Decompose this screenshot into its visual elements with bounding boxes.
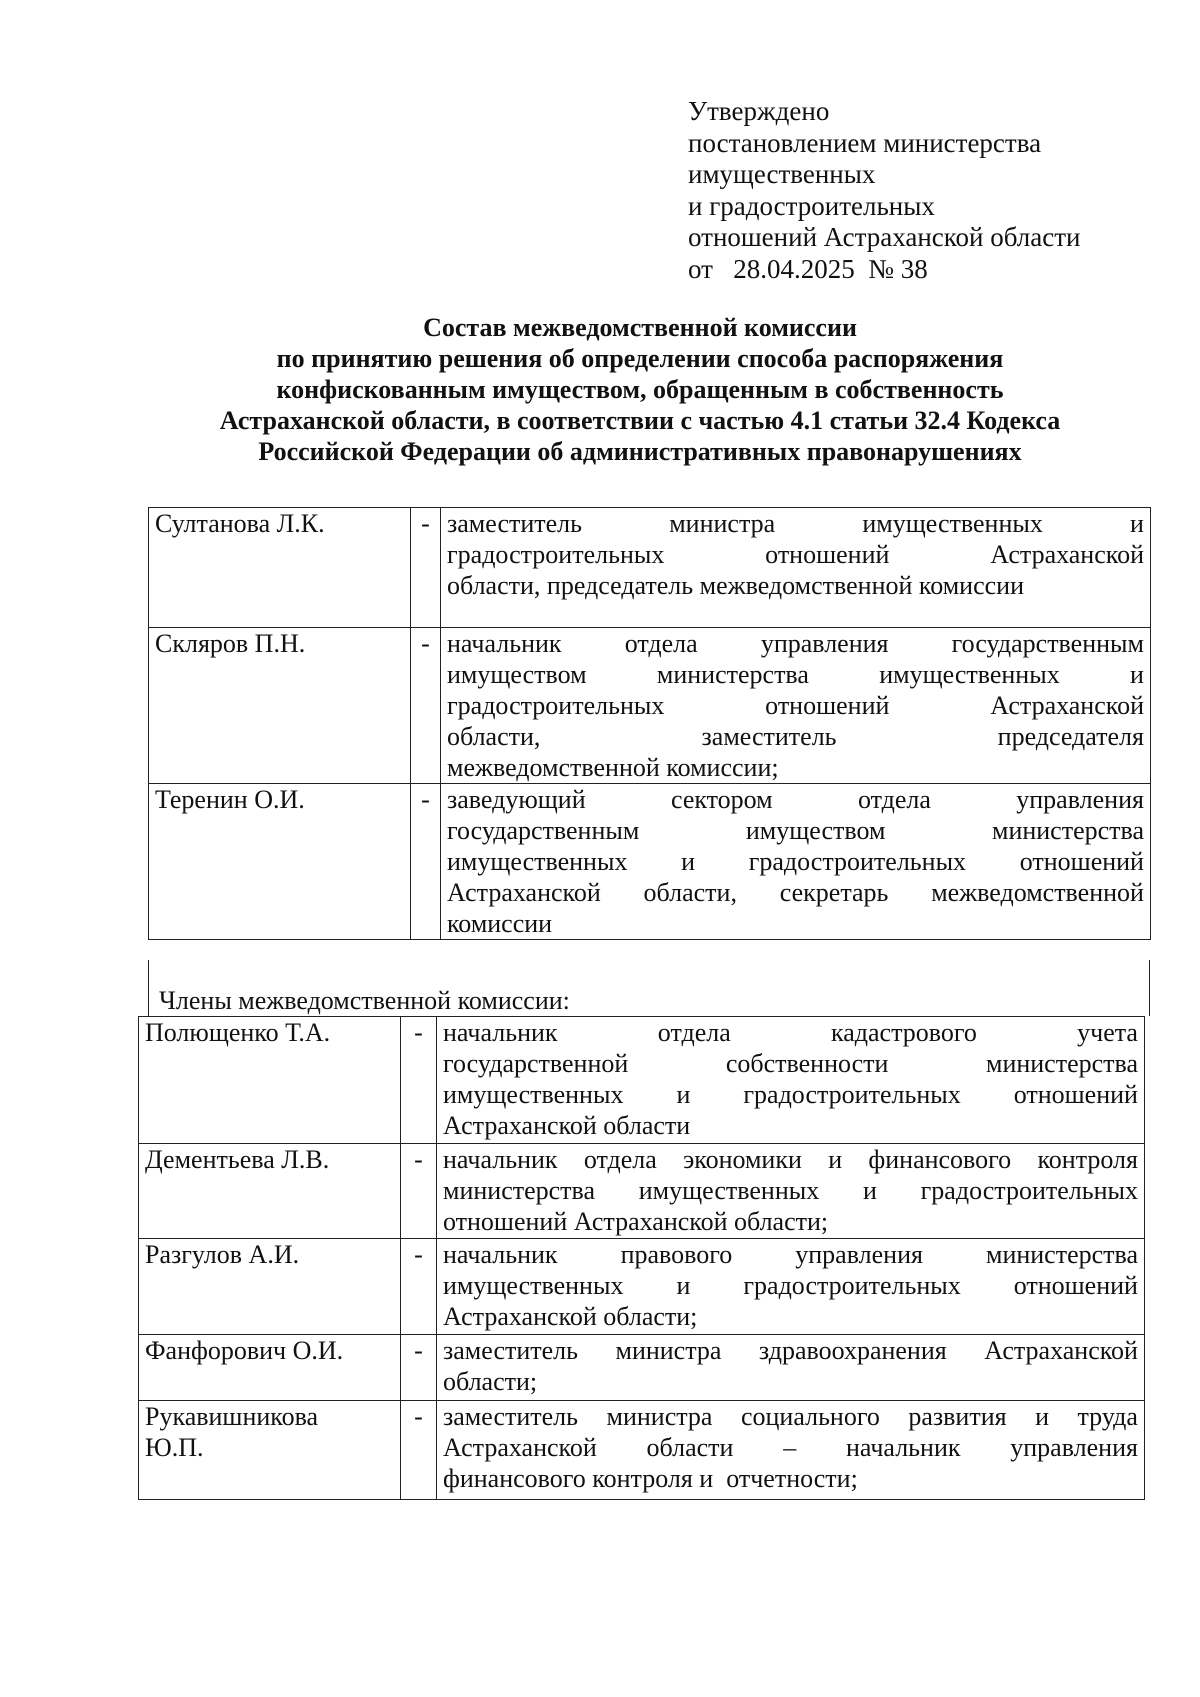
word: области, bbox=[447, 722, 541, 751]
word: и bbox=[676, 1080, 691, 1109]
word: управления bbox=[1016, 785, 1144, 814]
word: заведующий bbox=[447, 785, 586, 814]
role-line bbox=[447, 877, 1144, 908]
role-line bbox=[443, 1048, 1138, 1079]
role-line: отношений Астраханской области; bbox=[443, 1207, 829, 1236]
word: управления bbox=[760, 629, 889, 658]
role-line bbox=[447, 659, 1144, 690]
member-name: Скляров П.Н. bbox=[149, 628, 411, 784]
word: министерства bbox=[991, 816, 1144, 845]
role-line bbox=[447, 815, 1144, 846]
member-name: Разгулов А.И. bbox=[139, 1239, 401, 1335]
word: отношений bbox=[765, 691, 890, 720]
role-line: Астраханской области bbox=[443, 1111, 691, 1140]
word: отдела bbox=[857, 785, 931, 814]
role-line bbox=[447, 508, 1144, 539]
word: и bbox=[1130, 509, 1144, 538]
role-line bbox=[443, 1017, 1138, 1048]
word: министерства bbox=[443, 1176, 596, 1205]
title-line: конфискованным имуществом, обращенным в собственность bbox=[276, 375, 1004, 404]
word: градостроительных bbox=[920, 1176, 1138, 1205]
role-line: области, председатель межведомственной комиссии bbox=[447, 571, 1025, 600]
word: и bbox=[862, 1176, 877, 1205]
word: отдела bbox=[583, 1145, 657, 1174]
word: Астраханской bbox=[443, 1433, 597, 1462]
table-row bbox=[139, 1017, 1145, 1144]
member-role bbox=[437, 1017, 1145, 1144]
word: начальник bbox=[443, 1145, 558, 1174]
word: сектором bbox=[670, 785, 773, 814]
table-row bbox=[149, 628, 1151, 784]
word: собственности bbox=[725, 1049, 889, 1078]
title-line: Российской Федерации об административных правонарушениях bbox=[258, 437, 1022, 466]
role-line bbox=[443, 1239, 1138, 1270]
dash: - bbox=[411, 508, 441, 628]
word: министра bbox=[615, 1336, 722, 1365]
word: и bbox=[1130, 660, 1144, 689]
word: градостроительных bbox=[447, 691, 665, 720]
word: начальник bbox=[845, 1433, 961, 1462]
member-name bbox=[139, 1401, 401, 1500]
word: начальник bbox=[443, 1018, 558, 1047]
table-row bbox=[139, 1239, 1145, 1335]
role-line bbox=[447, 846, 1144, 877]
member-role bbox=[441, 508, 1151, 628]
word: развития bbox=[908, 1402, 1007, 1431]
dash: - bbox=[411, 784, 441, 940]
role-line bbox=[447, 628, 1144, 659]
member-role bbox=[437, 1144, 1145, 1239]
title-line: по принятию решения об определении способа распоряжения bbox=[276, 344, 1004, 373]
word: контроля bbox=[1037, 1145, 1138, 1174]
word: председателя bbox=[997, 722, 1144, 751]
role-line bbox=[443, 1401, 1138, 1432]
dash: - bbox=[401, 1239, 437, 1335]
role-line: межведомственной комиссии; bbox=[447, 753, 779, 782]
document-title bbox=[150, 312, 1130, 467]
title-line: Состав межведомственной комиссии bbox=[423, 313, 857, 342]
word: министра bbox=[606, 1402, 713, 1431]
word: и bbox=[676, 1271, 691, 1300]
word: управления bbox=[795, 1240, 923, 1269]
table-row bbox=[139, 1401, 1145, 1500]
dash: - bbox=[401, 1144, 437, 1239]
word: труда bbox=[1077, 1402, 1138, 1431]
word: и bbox=[1035, 1402, 1049, 1431]
role-line bbox=[443, 1335, 1138, 1366]
word: имущественных bbox=[443, 1271, 624, 1300]
word: имущественных bbox=[862, 509, 1043, 538]
word: имущественных bbox=[638, 1176, 820, 1205]
word: имуществом bbox=[745, 816, 886, 845]
word: градостроительных bbox=[748, 847, 967, 876]
table-row bbox=[139, 1335, 1145, 1401]
dash: - bbox=[401, 1335, 437, 1401]
approval-date-number: от 28.04.2025 № 38 bbox=[688, 253, 928, 284]
word: отдела bbox=[624, 629, 698, 658]
word: кадастрового bbox=[831, 1018, 977, 1047]
word: учета bbox=[1077, 1018, 1138, 1047]
dash: - bbox=[411, 628, 441, 784]
word: отношений bbox=[765, 540, 890, 569]
word: заместитель bbox=[701, 722, 837, 751]
approval-line: имущественных bbox=[688, 159, 876, 189]
role-line: комиссии bbox=[447, 909, 553, 938]
word: правового bbox=[620, 1240, 733, 1269]
member-name: Дементьева Л.В. bbox=[139, 1144, 401, 1239]
word: имуществом bbox=[447, 660, 587, 689]
word: и bbox=[681, 847, 696, 876]
word: управления bbox=[1010, 1433, 1138, 1462]
role-line bbox=[447, 721, 1144, 752]
member-name: Полющенко Т.А. bbox=[139, 1017, 401, 1144]
word: начальник bbox=[443, 1240, 558, 1269]
role-line: Астраханской области; bbox=[443, 1302, 698, 1331]
member-role bbox=[437, 1401, 1145, 1500]
leadership-table bbox=[148, 507, 1151, 940]
member-role bbox=[437, 1335, 1145, 1401]
member-name: Фанфорович О.И. bbox=[139, 1335, 401, 1401]
member-role bbox=[441, 784, 1151, 940]
dash: - bbox=[401, 1017, 437, 1144]
word: министерства bbox=[985, 1240, 1138, 1269]
word: отношений bbox=[1013, 1080, 1138, 1109]
word: области, bbox=[643, 878, 737, 907]
word: отношений bbox=[1019, 847, 1144, 876]
approval-line: постановлением министерства bbox=[688, 127, 1042, 158]
approval-line: Утверждено bbox=[688, 96, 830, 126]
word: заместитель bbox=[443, 1402, 579, 1431]
role-line bbox=[447, 690, 1144, 721]
role-line: финансового контроля и отчетности; bbox=[443, 1464, 858, 1493]
approval-block bbox=[688, 96, 1080, 285]
title-line: Астраханской области, в соответствии с частью 4.1 статьи 32.4 Кодекса bbox=[219, 406, 1061, 435]
word: – bbox=[783, 1433, 797, 1462]
word: Астраханской bbox=[990, 540, 1144, 569]
members-heading: Члены межведомственной комиссии: bbox=[159, 986, 570, 1015]
word: министра bbox=[669, 509, 776, 538]
word: Астраханской bbox=[990, 691, 1144, 720]
word: здравоохранения bbox=[758, 1336, 947, 1365]
word: заместитель bbox=[447, 509, 583, 538]
word: отношений bbox=[1013, 1271, 1138, 1300]
word: области bbox=[646, 1433, 734, 1462]
word: заместитель bbox=[443, 1336, 579, 1365]
member-name: Теренин О.И. bbox=[149, 784, 411, 940]
word: министерства bbox=[985, 1049, 1138, 1078]
dash: - bbox=[401, 1401, 437, 1500]
word: имущественных bbox=[879, 660, 1060, 689]
member-role bbox=[441, 628, 1151, 784]
role-line bbox=[443, 1144, 1138, 1175]
word: министерства bbox=[656, 660, 809, 689]
role-line: области; bbox=[443, 1367, 538, 1396]
role-line bbox=[443, 1079, 1138, 1110]
word: государственной bbox=[443, 1049, 629, 1078]
member-name-text: Рукавишникова Ю.П. bbox=[145, 1402, 319, 1462]
word: начальник bbox=[447, 629, 562, 658]
word: Астраханской bbox=[447, 878, 601, 907]
role-line bbox=[443, 1270, 1138, 1301]
word: и bbox=[828, 1145, 843, 1174]
member-role bbox=[437, 1239, 1145, 1335]
word: экономики bbox=[683, 1145, 802, 1174]
word: социального bbox=[740, 1402, 880, 1431]
role-line bbox=[443, 1432, 1138, 1463]
role-line bbox=[443, 1175, 1138, 1206]
approval-line: отношений Астраханской области bbox=[688, 222, 1081, 252]
word: межведомственной bbox=[931, 878, 1144, 907]
word: Астраханской bbox=[984, 1336, 1138, 1365]
table-row bbox=[149, 784, 1151, 940]
members-table bbox=[138, 1016, 1145, 1500]
table-row bbox=[149, 508, 1151, 628]
role-line bbox=[447, 784, 1144, 815]
word: секретарь bbox=[779, 878, 889, 907]
word: государственным bbox=[951, 629, 1144, 658]
member-name: Султанова Л.К. bbox=[149, 508, 411, 628]
approval-line: и градостроительных bbox=[688, 190, 935, 221]
word: градостроительных bbox=[743, 1271, 961, 1300]
word: имущественных bbox=[447, 847, 628, 876]
role-line bbox=[447, 539, 1144, 570]
members-heading-row bbox=[148, 960, 1150, 1016]
word: отдела bbox=[657, 1018, 731, 1047]
word: градостроительных bbox=[743, 1080, 961, 1109]
word: градостроительных bbox=[447, 540, 665, 569]
word: имущественных bbox=[443, 1080, 624, 1109]
word: государственным bbox=[447, 816, 640, 845]
table-row bbox=[139, 1144, 1145, 1239]
word: финансового bbox=[868, 1145, 1012, 1174]
